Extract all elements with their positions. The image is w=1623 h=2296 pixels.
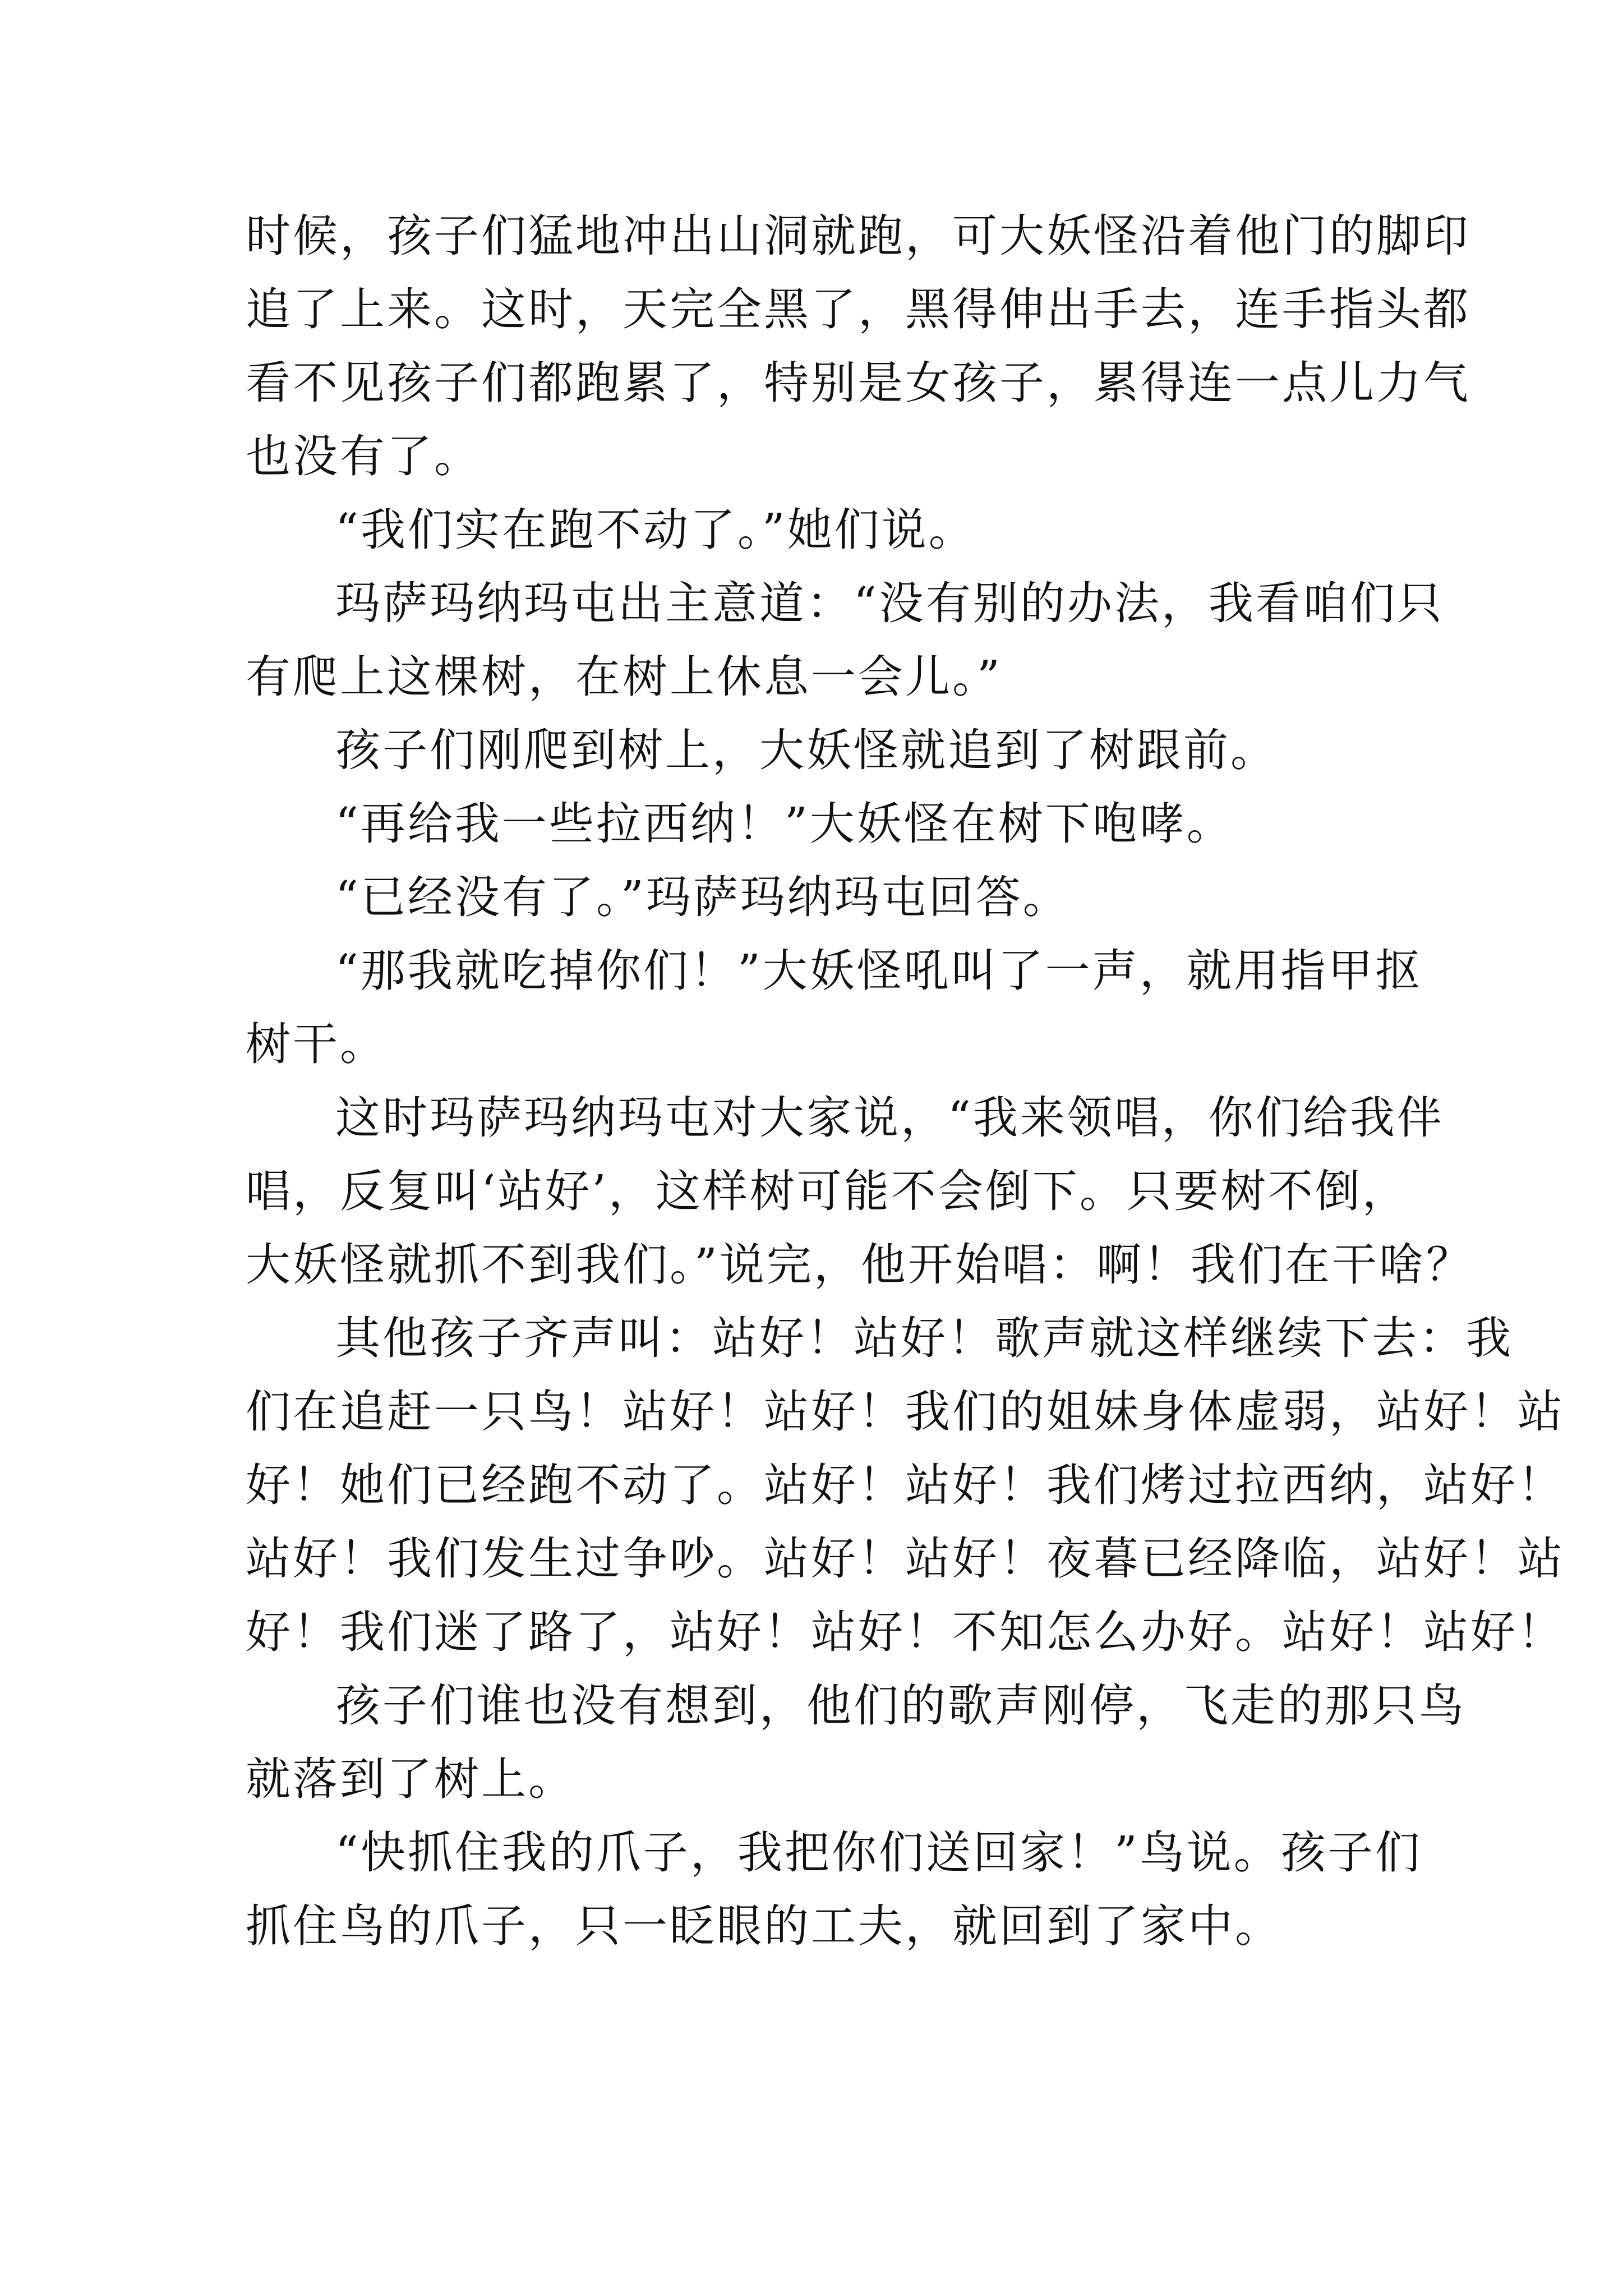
text-line: 有爬上这棵树，在树上休息一会儿。” (246, 651, 1002, 703)
text-line: 孩子们谁也没有想到，他们的歌声刚停，飞走的那只鸟 (335, 1680, 1466, 1732)
text-line: 孩子们刚爬到树上，大妖怪就追到了树跟前。 (335, 724, 1278, 776)
text-line: 时候，孩子们猛地冲出山洞就跑，可大妖怪沿着他门的脚印 (246, 210, 1470, 262)
text-line: “再给我一些拉西纳！”大妖怪在树下咆哮。 (335, 798, 1234, 850)
text-line: 抓住鸟的爪子，只一眨眼的工夫，就回到了家中。 (246, 1900, 1282, 1952)
text-line: 这时玛萨玛纳玛屯对大家说，“我来领唱，你们给我伴 (335, 1092, 1444, 1144)
text-line: 唱，反复叫‘站好’，这样树可能不会倒下。只要树不倒， (246, 1165, 1409, 1217)
text-line: 看不见孩子们都跑累了，特别是女孩子，累得连一点儿力气 (246, 357, 1470, 409)
text-line: 树干。 (246, 1018, 387, 1070)
text-line: “那我就吃掉你们！”大妖怪吼叫了一声，就用指甲抠 (335, 945, 1422, 997)
text-line: 好！我们迷了路了，站好！站好！不知怎么办好。站好！站好！ (246, 1606, 1565, 1658)
text-line: 玛萨玛纳玛屯出主意道：“没有别的办法，我看咱们只 (335, 577, 1444, 629)
text-line: “已经没有了。”玛萨玛纳玛屯回答。 (335, 871, 1070, 923)
text-line: 也没有了。 (246, 430, 481, 482)
text-line: 追了上来。这时，天完全黑了，黑得伸出手去，连手指头都 (246, 283, 1470, 335)
text-line: 站好！我们发生过争吵。站好！站好！夜暮已经降临，站好！站 (246, 1533, 1565, 1585)
text-line: 大妖怪就抓不到我们。”说完，他开始唱：啊！我们在干啥？ (246, 1239, 1473, 1291)
story-text (246, 199, 1565, 1963)
text-line: “快抓住我的爪子，我把你们送回家！”鸟说。孩子们 (335, 1826, 1422, 1879)
text-line: 就落到了树上。 (246, 1753, 575, 1805)
text-line: 其他孩子齐声叫：站好！站好！歌声就这样继续下去：我 (335, 1312, 1513, 1364)
text-line: 们在追赶一只鸟！站好！站好！我们的姐妹身体虚弱，站好！站 (246, 1386, 1565, 1438)
text-line: 好！她们已经跑不动了。站好！站好！我们烤过拉西纳，站好！ (246, 1459, 1565, 1511)
text-line: “我们实在跑不动了。”她们说。 (335, 504, 976, 556)
